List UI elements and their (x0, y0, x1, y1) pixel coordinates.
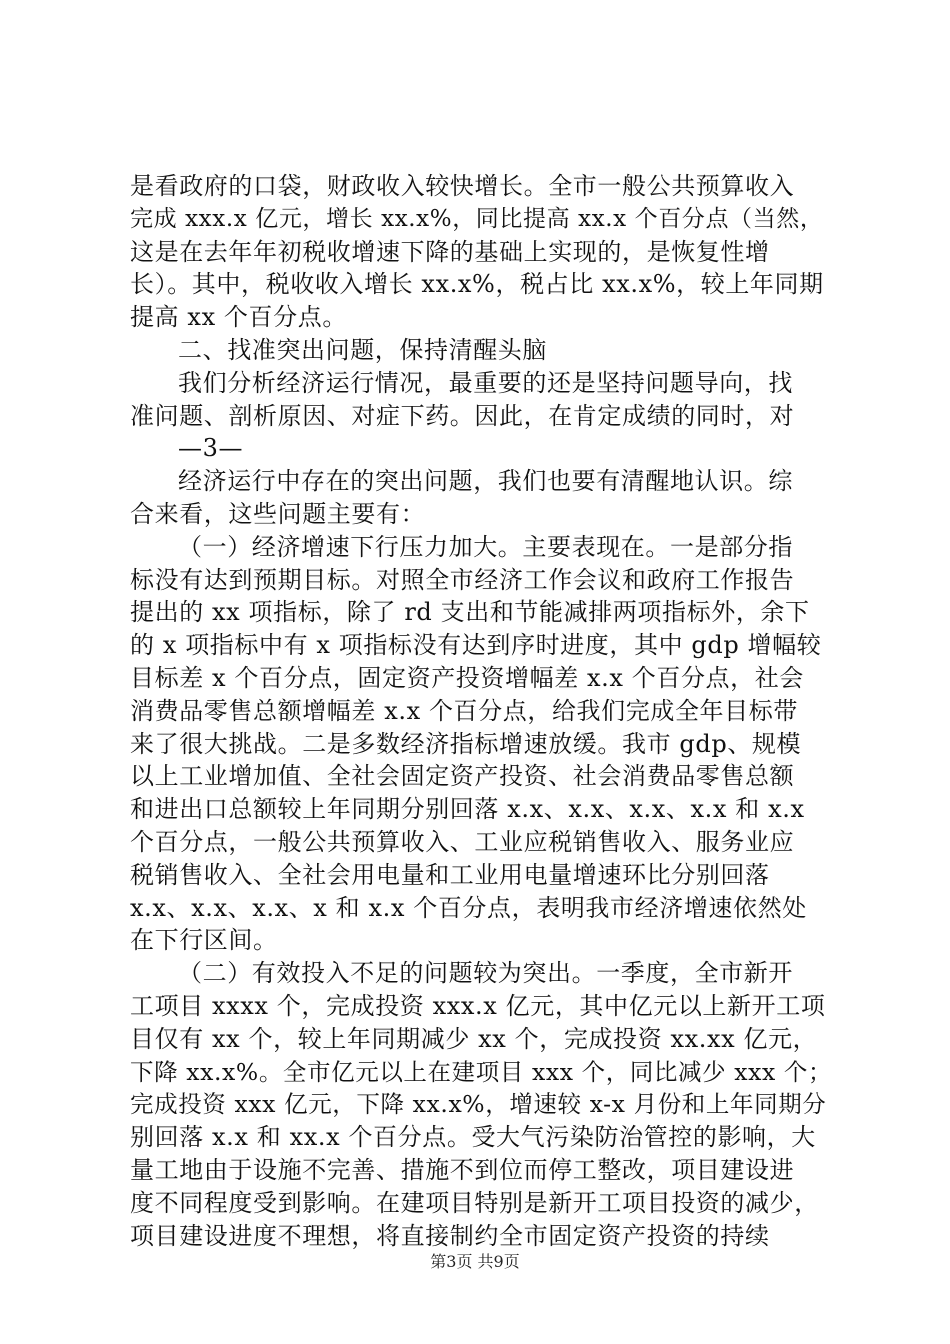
text-line: 消费品零售总额增幅差 x.x 个百分点，给我们完成全年目标带 (130, 696, 798, 725)
text-line: 提出的 xx 项指标，除了 rd 支出和节能减排两项指标外，余下 (130, 598, 810, 627)
document-body (130, 170, 836, 1252)
text-line: 工项目 xxxx 个，完成投资 xxx.x 亿元，其中亿元以上新开工项 (130, 991, 826, 1020)
text-line: 的 x 项指标中有 x 项指标没有达到序时进度，其中 gdp 增幅较 (130, 631, 822, 660)
text-line: 完成投资 xxx 亿元，下降 xx.x%，增速较 x-x 月份和上年同期分 (130, 1090, 827, 1119)
text-line: 这是在去年年初税收增速下降的基础上实现的，是恢复性增 (130, 237, 770, 266)
text-line: 和进出口总额较上年同期分别回落 x.x、x.x、x.x、x.x 和 x.x (130, 795, 805, 824)
text-line: 二、找准突出问题，保持清醒头脑 (178, 335, 547, 364)
text-line: （一）经济增速下行压力加大。主要表现在。一是部分指 (178, 532, 793, 561)
text-line: 目仅有 xx 个，较上年同期减少 xx 个，完成投资 xx.xx 亿元， (130, 1024, 818, 1053)
text-line: 以上工业增加值、全社会固定资产投资、社会消费品零售总额 (130, 762, 795, 791)
text-line: 我们分析经济运行情况，最重要的还是坚持问题导向，找 (178, 368, 793, 397)
text-line: 准问题、剖析原因、对症下药。因此，在肯定成绩的同时，对 (130, 401, 795, 430)
text-line: 在下行区间。 (130, 926, 278, 955)
text-line: 税销售收入、全社会用电量和工业用电量增速环比分别回落 (130, 860, 770, 889)
text-line: 经济运行中存在的突出问题，我们也要有清醒地认识。综 (178, 467, 793, 496)
text-line: 提高 xx 个百分点。 (130, 303, 347, 332)
text-line: 下降 xx.x%。全市亿元以上在建项目 xxx 个，同比减少 xxx 个； (130, 1057, 833, 1086)
text-line: 别回落 x.x 和 xx.x 个百分点。受大气污染防治管控的影响，大 (130, 1123, 816, 1152)
text-line: 量工地由于设施不完善、措施不到位而停工整改，项目建设进 (130, 1155, 795, 1184)
text-line: 目标差 x 个百分点，固定资产投资增幅差 x.x 个百分点，社会 (130, 663, 804, 692)
text-line: 项目建设进度不理想，将直接制约全市固定资产投资的持续 (130, 1221, 770, 1250)
text-line: 长）。其中，税收收入增长 xx.x%，税占比 xx.x%，较上年同期 (130, 270, 824, 299)
text-line: 是看政府的口袋，财政收入较快增长。全市一般公共预算收入 (130, 172, 795, 200)
text-line: 来了很大挑战。二是多数经济指标增速放缓。我市 gdp、规模 (130, 729, 802, 758)
text-line: （二）有效投入不足的问题较为突出。一季度，全市新开 (178, 959, 793, 988)
text-line: 个百分点，一般公共预算收入、工业应税销售收入、服务业应 (130, 827, 795, 856)
text-line: 度不同程度受到影响。在建项目特别是新开工项目投资的减少， (130, 1188, 819, 1217)
text-line: 合来看，这些问题主要有： (130, 499, 426, 528)
text-line: 标没有达到预期目标。对照全市经济工作会议和政府工作报告 (130, 565, 795, 594)
text-line: 完成 xxx.x 亿元，增长 xx.x%，同比提高 xx.x 个百分点（当然， (130, 205, 824, 232)
text-line: —3— (178, 434, 244, 463)
page-footer: 第3页 共9页 (430, 1252, 520, 1271)
text-line: x.x、x.x、x.x、x 和 x.x 个百分点，表明我市经济增速依然处 (130, 893, 807, 922)
